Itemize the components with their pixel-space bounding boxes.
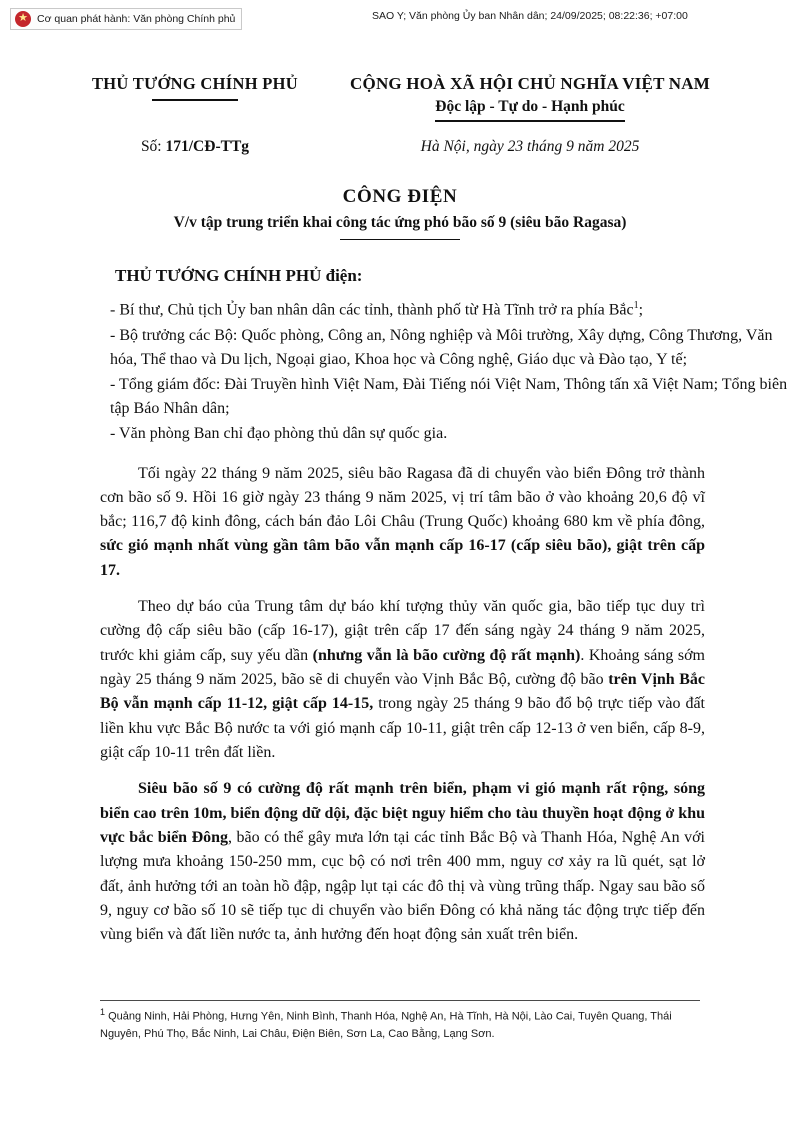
footnote-mark: 1 xyxy=(100,1007,106,1017)
document-body xyxy=(0,462,800,948)
footnote-separator xyxy=(100,1000,700,1001)
body-paragraph-2 xyxy=(100,595,705,765)
document-title-block xyxy=(0,186,800,241)
footnote-text: Quảng Ninh, Hải Phòng, Hưng Yên, Ninh Bình, Thanh Hóa, Nghệ An, Hà Tĩnh, Hà Nội, Lào Cai, Tuyên Quang, Thái Nguyên, Phú Thọ, Bắc Ninh, Lai Châu, Điện Biên, Sơn La, Cao Bằng, Lạng Sơn. xyxy=(100,1010,672,1040)
document-type-title: CÔNG ĐIỆN xyxy=(342,185,458,207)
paragraph-1-run-2: sức gió mạnh nhất vùng gần tâm bão vẫn mạnh cấp 16-17 (cấp siêu bão), giật trên cấp 17. xyxy=(100,537,705,579)
paragraph-2-run-1: Theo dự báo của Trung tâm dự báo khí tượng thủy văn quốc gia, bão tiếp tục duy trì cường độ cấp siêu bão (cấp 16-17), giật trên cấp 17 đến sáng ngày 24 tháng 9 năm 2025, trước khi giảm cấp, suy yếu dần xyxy=(100,598,705,664)
document-stamp-bar xyxy=(0,8,800,34)
country-name: CỘNG HOÀ XÃ HỘI CHỦ NGHĨA VIỆT NAM xyxy=(350,74,710,93)
paragraph-2-run-3: . Khoảng sáng sớm ngày 25 tháng 9 năm 2025, bão sẽ di chuyển vào Vịnh Bắc Bộ, cường độ bão xyxy=(100,646,705,689)
issuer-label: Cơ quan phát hành: Văn phòng Chính phủ xyxy=(37,13,236,25)
paragraph-2-run-5: trong ngày 25 tháng 9 bão đổ bộ trực tiếp vào đất liền khu vực Bắc Bộ nước ta với gió mạnh cấp 10-11, giật trên cấp 12-13 ở ven biển, cấp 8-9, giật cấp 10-11 trên đất liền. xyxy=(100,695,705,761)
paragraph-1-run-1: Tối ngày 22 tháng 9 năm 2025, siêu bão Ragasa đã di chuyển vào biển Đông trở thành cơn bão số 9. Hồi 16 giờ ngày 23 tháng 9 năm 2025, vị trí tâm bão ở vào khoảng 20,6 độ vĩ bắc; 116,7 độ kinh đông, cách bán đảo Lôi Châu (Trung Quốc) khoảng 680 km về phía đông, xyxy=(100,464,705,531)
issuing-authority-block xyxy=(70,52,320,101)
recipient-item-1-text: - Bí thư, Chủ tịch Ủy ban nhân dân các tỉnh, thành phố từ Hà Tĩnh trở ra phía Bắc xyxy=(110,301,634,319)
place-and-date: Hà Nội, ngày 23 tháng 9 năm 2025 xyxy=(420,137,640,155)
document-number xyxy=(70,138,320,156)
authority-underline xyxy=(152,99,238,101)
addressee-line: THỦ TƯỚNG CHÍNH PHỦ điện: xyxy=(115,266,363,286)
paragraph-3-run-1: Siêu bão số 9 có cường độ rất mạnh trên biển, phạm vi gió mạnh rất rộng, sóng biển cao trên 10m, biển động dữ dội, đặc biệt nguy hiểm cho tàu thuyền hoạt động ở khu vực bắc biển Đông xyxy=(100,780,705,846)
document-number-row xyxy=(0,122,800,156)
paragraph-3-run-2: , bão có thể gây mưa lớn tại các tỉnh Bắc Bộ và Thanh Hóa, Nghệ An với lượng mưa khoảng 150-250 mm, cục bộ có nơi trên 400 mm, nguy cơ xảy ra lũ quét, sạt lở đất, ảnh hưởng tới an toàn hồ đập, ngập lụt tại các đô thị và vùng trũng thấp. Ngay sau bão số 9, nguy cơ bão số 10 sẽ tiếp tục di chuyển vào biển Đông có khả năng tác động trực tiếp đến vùng biển và đất liền nước ta, ảnh hưởng đến hoạt động sản xuất trên biển. xyxy=(100,828,705,944)
copy-certification-text: SAO Y; Văn phòng Ủy ban Nhân dân; 24/09/2025; 08:22:36; +07:00 xyxy=(372,10,688,22)
paragraph-2-run-4: trên Vịnh Bắc Bộ vẫn mạnh cấp 11-12, giật cấp 14-15, xyxy=(100,671,705,713)
document-number-value: 171/CĐ-TTg xyxy=(165,137,250,155)
recipient-item-2: - Bộ trưởng các Bộ: Quốc phòng, Công an, Nông nghiệp và Môi trường, Xây dựng, Công Thương, Văn hóa, Thể thao và Du lịch, Ngoại giao, Khoa học và Công nghệ, Giáo dục và Đào tạo, Y tế; xyxy=(110,326,773,368)
document-subject: V/v tập trung triển khai công tác ứng phó bão số 9 (siêu bão Ragasa) xyxy=(173,213,627,231)
document-page xyxy=(0,52,800,947)
title-underline xyxy=(340,239,460,241)
recipient-item-1-tail: ; xyxy=(638,301,644,319)
motto-underline xyxy=(435,120,625,122)
issuer-stamp xyxy=(10,8,242,30)
national-heading-block xyxy=(320,52,740,122)
body-paragraph-3 xyxy=(100,777,705,947)
footnote-block xyxy=(100,1000,700,1043)
national-emblem-seal-icon xyxy=(15,11,31,27)
issuing-authority-name: THỦ TƯỚNG CHÍNH PHỦ xyxy=(91,74,298,93)
recipient-list xyxy=(0,298,800,445)
body-paragraph-1 xyxy=(100,462,705,584)
national-motto: Độc lập - Tự do - Hạnh phúc xyxy=(435,98,625,115)
recipient-item-1 xyxy=(110,298,795,322)
paragraph-2-run-2: (nhưng vẫn là bão cường độ rất mạnh) xyxy=(312,646,581,664)
recipient-item-4: - Văn phòng Ban chỉ đạo phòng thủ dân sự quốc gia. xyxy=(110,424,448,442)
document-number-prefix: Số: xyxy=(140,137,166,155)
document-header xyxy=(0,52,800,122)
recipient-footnote-mark: 1 xyxy=(633,300,639,312)
footnote-content xyxy=(100,1006,700,1043)
recipient-item-3: - Tổng giám đốc: Đài Truyền hình Việt Nam, Đài Tiếng nói Việt Nam, Thông tấn xã Việt Nam; Tổng biên tập Báo Nhân dân; xyxy=(110,375,788,417)
